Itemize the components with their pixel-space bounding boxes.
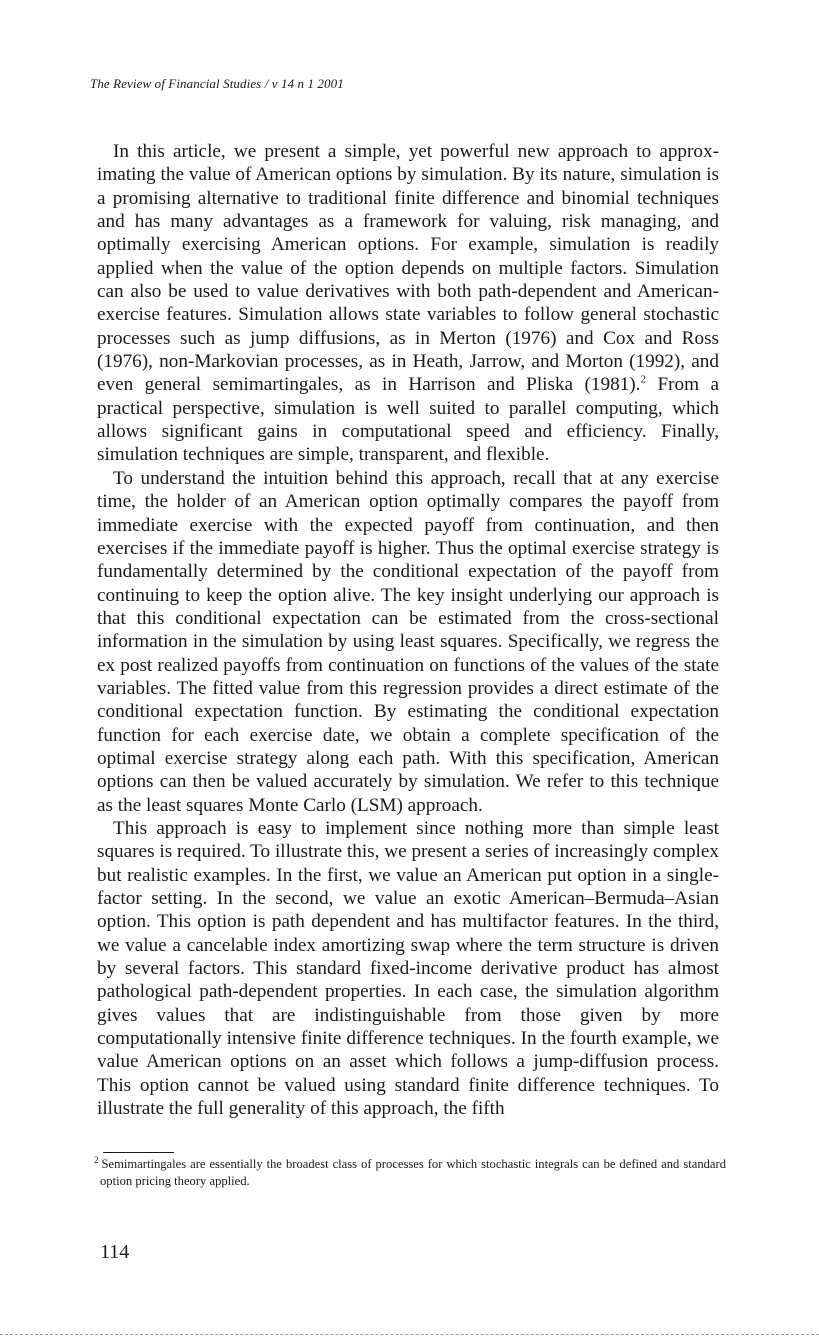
footnote-mark: 2 [94, 1154, 99, 1165]
page-number: 114 [100, 1241, 130, 1263]
page-bottom-edge [0, 1334, 819, 1335]
footnote [94, 1154, 726, 1190]
paragraph-examples: This approach is easy to implement since nothing more than simple least squares is required. To illustrate this, we present a series of increasingly complex but realistic examples. In the first, we value an American put option in a single-factor setting. In the second, we value an exotic American–Bermuda–Asian option. This option is path dependent and has multifactor features. In the third, we value a cancelable index amortizing swap where the term structure is driven by several factors. This standard fixed-income derivative product has almost pathological path-dependent properties. In each case, the simulation algorithm gives values that are indistinguishable from those given by more computationally intensive finite difference techniques. In the fourth example, we value American options on an asset which follows a jump-diffusion process. This option cannot be valued using standard finite difference techniques. To illustrate the full generality of this approach, the fifth [97, 817, 719, 1120]
paragraph-intro-text-a: In this article, we present a simple, yet powerful new approach to approximating the value of American options by simulation. By its nature, simulation is a promising alternative to traditional finite difference and binomial techniques and has many advantages as a framework for valuing, risk managing, and optimally exercising American options. For example, simulation is readily applied when the value of the option depends on multiple factors. Simulation can also be used to value derivatives with both path-dependent and American-exercise features. Simulation allows state variables to follow general stochastic processes such as jump diffusions, as in Merton (1976) and Cox and Ross (1976), non-Markovian processes, as in Heath, Jarrow, and Morton (1992), and even general semimartingales, as in Harrison and Pliska (1981). [97, 141, 719, 396]
body-text [97, 140, 719, 1120]
footnote-reference[interactable]: 2 [640, 374, 646, 387]
running-head: The Review of Financial Studies / v 14 n 1 2001 [90, 76, 344, 91]
paragraph-intro-text-b: From a practical perspective, simulation is well suited to parallel computing, which allows significant gains in computational speed and efficiency. Finally, simulation techniques are simple, transparent, and flexible. [97, 374, 719, 466]
footnote-text: Semimartingales are essentially the broadest class of processes for which stochastic integrals can be defined and standard option pricing theory applied. [100, 1157, 726, 1188]
footnote-rule [103, 1152, 174, 1153]
paragraph-intuition: To understand the intuition behind this approach, recall that at any exercise time, the holder of an American option optimally compares the payoff from immediate exercise with the expected payoff from continuation, and then exercises if the immediate payoff is higher. Thus the optimal exercise strategy is fundamentally determined by the conditional expectation of the payoff from continuing to keep the option alive. The key insight underlying our approach is that this conditional expectation can be estimated from the cross-sectional information in the simulation by using least squares. Specifically, we regress the ex post realized payoffs from continuation on functions of the values of the state variables. The fitted value from this regression provides a direct estimate of the conditional expectation function. By estimating the conditional expectation function for each exercise date, we obtain a complete specification of the optimal exercise strategy along each path. With this specification, American options can then be valued accurately by simulation. We refer to this technique as the least squares Monte Carlo (LSM) approach. [97, 467, 719, 816]
paragraph-intro [97, 140, 719, 467]
